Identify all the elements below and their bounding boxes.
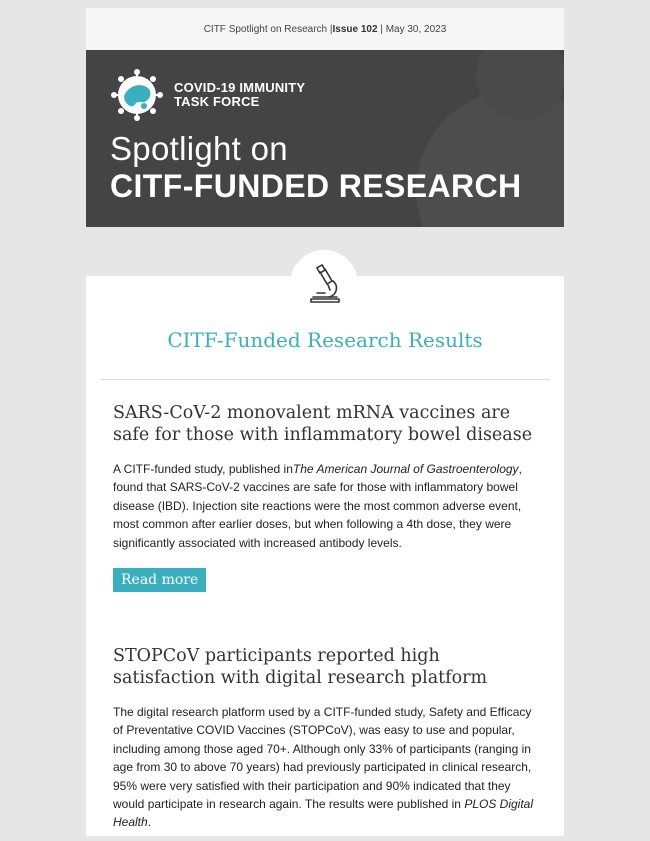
article-title[interactable]: SARS-CoV-2 monovalent mRNA vaccines are safe for those with inflammatory bowel disease <box>113 403 533 445</box>
article-title[interactable]: STOPCoV participants reported high satisfaction with digital research platform <box>113 646 488 688</box>
publication-name: CITF Spotlight on Research <box>203 23 328 35</box>
citf-logo[interactable] <box>110 68 305 122</box>
newsletter <box>86 8 564 836</box>
journal-name: PLOS Digital Health <box>113 797 534 830</box>
article-body: The digital research platform used by a CITF-funded study, Safety and Efficacy of Preventative COVID Vaccines (STOPCoV), was easy to use and popular, including among those aged 70+. Although only 33% of participants (ranging in age from 30 to above 70 years) had previously participated in clinical research, 95% were very satisfied with their participation and 90% indicated that they would participate in research again. The results were published in PLOS Digital Health. <box>113 705 534 830</box>
article-body: A CITF-funded study, published inThe American Journal of Gastroenterology, found that SARS-CoV-2 vaccines are safe for those with inflammatory bowel disease (IBD). Injection site reactions were the most common adverse event, most common after earlier doses, but when following a 4th dose, they were significantly associated with increased antibody levels. <box>113 462 522 550</box>
microscope-icon <box>307 264 341 304</box>
divider <box>100 379 550 380</box>
content-card <box>86 276 564 836</box>
logo-text <box>174 81 305 109</box>
banner-title-line1: Spotlight on <box>110 130 288 167</box>
journal-name: The American Journal of Gastroenterology <box>292 462 519 476</box>
header-banner <box>86 50 564 227</box>
virus-logo-icon <box>110 68 164 122</box>
section-icon-badge <box>290 250 358 318</box>
issue-bar: CITF Spotlight on Research | Issue 102 | May 30, 2023 <box>86 8 564 50</box>
logo-line2: TASK FORCE <box>174 94 260 109</box>
section-title: CITF-Funded Research Results <box>167 328 483 352</box>
issue-date: May 30, 2023 <box>385 23 447 35</box>
issue-number: Issue 102 <box>332 23 378 35</box>
banner-title-line2: CITF-FUNDED RESEARCH <box>110 168 522 204</box>
logo-line1: COVID-19 IMMUNITY <box>174 80 306 95</box>
read-more-button[interactable]: Read more <box>113 568 206 592</box>
article-stopcov <box>113 645 543 832</box>
article-ibd <box>113 402 543 592</box>
